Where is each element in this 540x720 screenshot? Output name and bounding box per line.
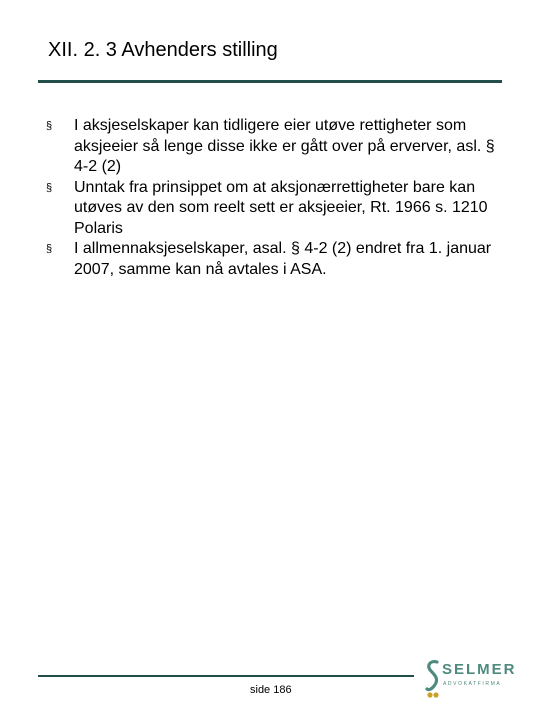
bullet-text: I aksjeselskaper kan tidligere eier utøve rettigheter som aksjeeier så lenge disse ikke er gått over på erverver, asl. § 4-2 (2) [74, 117, 495, 175]
logo-name: SELMER [442, 661, 517, 678]
slide-title: XII. 2. 3 Avhenders stilling [48, 39, 278, 61]
bullet-text: I allmennaksjeselskaper, asal. § 4-2 (2) endret fra 1. januar 2007, samme kan nå avtales i ASA. [74, 240, 492, 278]
bullet-marker: § [46, 243, 53, 255]
title-divider [38, 80, 502, 83]
bullet-marker: § [46, 120, 53, 132]
selmer-s-logo-icon [424, 656, 442, 700]
bullet-item [44, 178, 504, 240]
page-number: side 186 [250, 684, 292, 696]
logo-tagline: ADVOKATFIRMA [443, 681, 502, 687]
bullet-text: Unntak fra prinsippet om at aksjonærrettigheter bare kan utøves av den som reelt sett er aksjeeier, Rt. 1966 s. 1210 Polaris [74, 178, 488, 237]
footer-divider [38, 675, 414, 677]
bullet-list [44, 116, 504, 280]
bullet-marker: § [46, 181, 53, 194]
selmer-logo [424, 656, 517, 700]
bullet-item [44, 116, 504, 178]
bullet-item [44, 239, 504, 280]
